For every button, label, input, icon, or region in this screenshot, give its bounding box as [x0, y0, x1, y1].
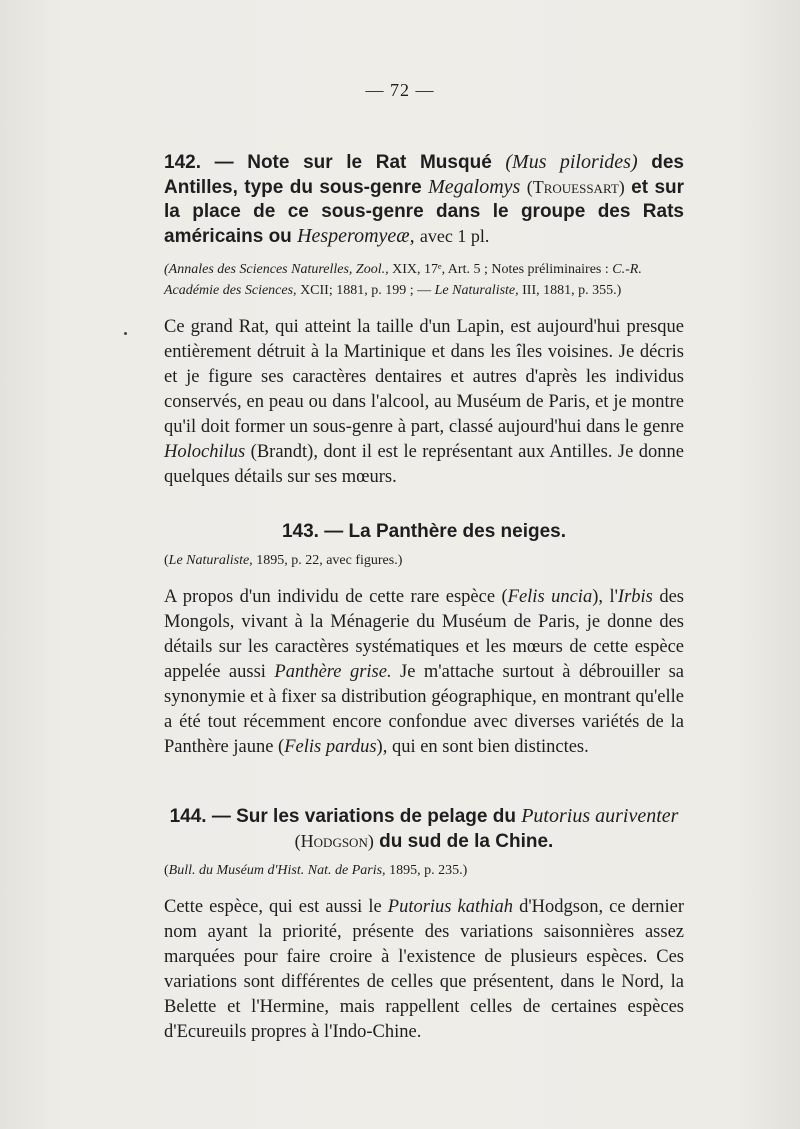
genus-name: Megalomys — [428, 176, 521, 198]
author-name: (Trouessart) — [526, 177, 625, 197]
page-number: — 72 — — [365, 80, 435, 100]
entry-number: 144. — [169, 806, 207, 827]
entry-144-reference: (Bull. du Muséum d'Hist. Nat. de Paris, 1895, p. 235.) — [164, 863, 468, 878]
entry-144-body: Cette espèce, qui est aussi le Putorius kathiah d'Hodgson, ce dernier nom ayant la priorité, présente des variations saisonnières assez marquées pour faire croire à l'existence de plusieurs espèces. Ces variations sont différentes de celles que présentent, dans le Nord, la Belette et l'Hermine, mais rappellent celles de certaines espèces d'Ecureuils propres à l'Indo-Chine. — [164, 897, 684, 1042]
group-name: Hesperomyeæ, — [297, 225, 415, 247]
entry-number: 142. — [164, 152, 201, 173]
entry-143 — [164, 520, 684, 760]
entry-142-reference: (Annales des Sciences Naturelles, Zool., XIX, 17ᵉ, Art. 5 ; Notes préliminaires : C.-R. Académie des Sciences, XCII; 1881, p. 199 ; — Le Naturaliste, III, 1881, p. 355.) — [164, 262, 642, 298]
entry-144-title: 144. — Sur les variations de pelage du Putorius auriventer (Hodgson) du sud de la Chine. — [169, 805, 679, 852]
entry-143-title: 143. — La Panthère des neiges. — [281, 521, 567, 542]
margin-mark — [124, 332, 127, 335]
entry-number: 143. — [281, 521, 319, 542]
entry-143-body: A propos d'un individu de cette rare espèce (Felis uncia), l'Irbis des Mongols, vivant à la Ménagerie du Muséum de Paris, je donne des détails sur les caractères systématiques et les mœurs de cette espèce appelée aussi Panthère grise. Je m'attache surtout à débrouiller sa synonymie et à fixer sa distribution géographique, en montrant qu'elle a été tout récemment encore confondue avec diverses variétés de la Panthère jaune (Felis pardus), qui en sont bien distinctes. — [164, 587, 684, 757]
entry-142-title: 142. — Note sur le Rat Musqué (Mus pilorides) des Antilles, type du sous-genre Megalomys (Trouessart) et sur la place de ce sous-genre dans le groupe des Rats américains ou Hesperomyeæ, avec 1 pl. — [164, 151, 685, 247]
entry-142-body: Ce grand Rat, qui atteint la taille d'un Lapin, est aujourd'hui presque entièrement détruit à la Martinique et dans les îles voisines. Je décris et je figure ses caractères dentaires et autres d'après les individus conservés, en peau ou dans l'alcool, au Muséum de Paris, et je montre qu'il doit former un sous-genre à part, classé aujourd'hui dans le genre Holochilus (Brandt), dont il est le représentant aux Antilles. Je donne quelques détails sur ses mœurs. — [164, 317, 684, 487]
entry-142 — [164, 150, 684, 490]
author-name: (Hodgson) — [294, 831, 374, 851]
entry-143-reference: (Le Naturaliste, 1895, p. 22, avec figures.) — [164, 553, 403, 568]
entry-144 — [164, 804, 684, 1045]
species-name: Putorius auriventer — [521, 805, 679, 827]
species-name: (Mus pilorides) — [505, 151, 638, 173]
